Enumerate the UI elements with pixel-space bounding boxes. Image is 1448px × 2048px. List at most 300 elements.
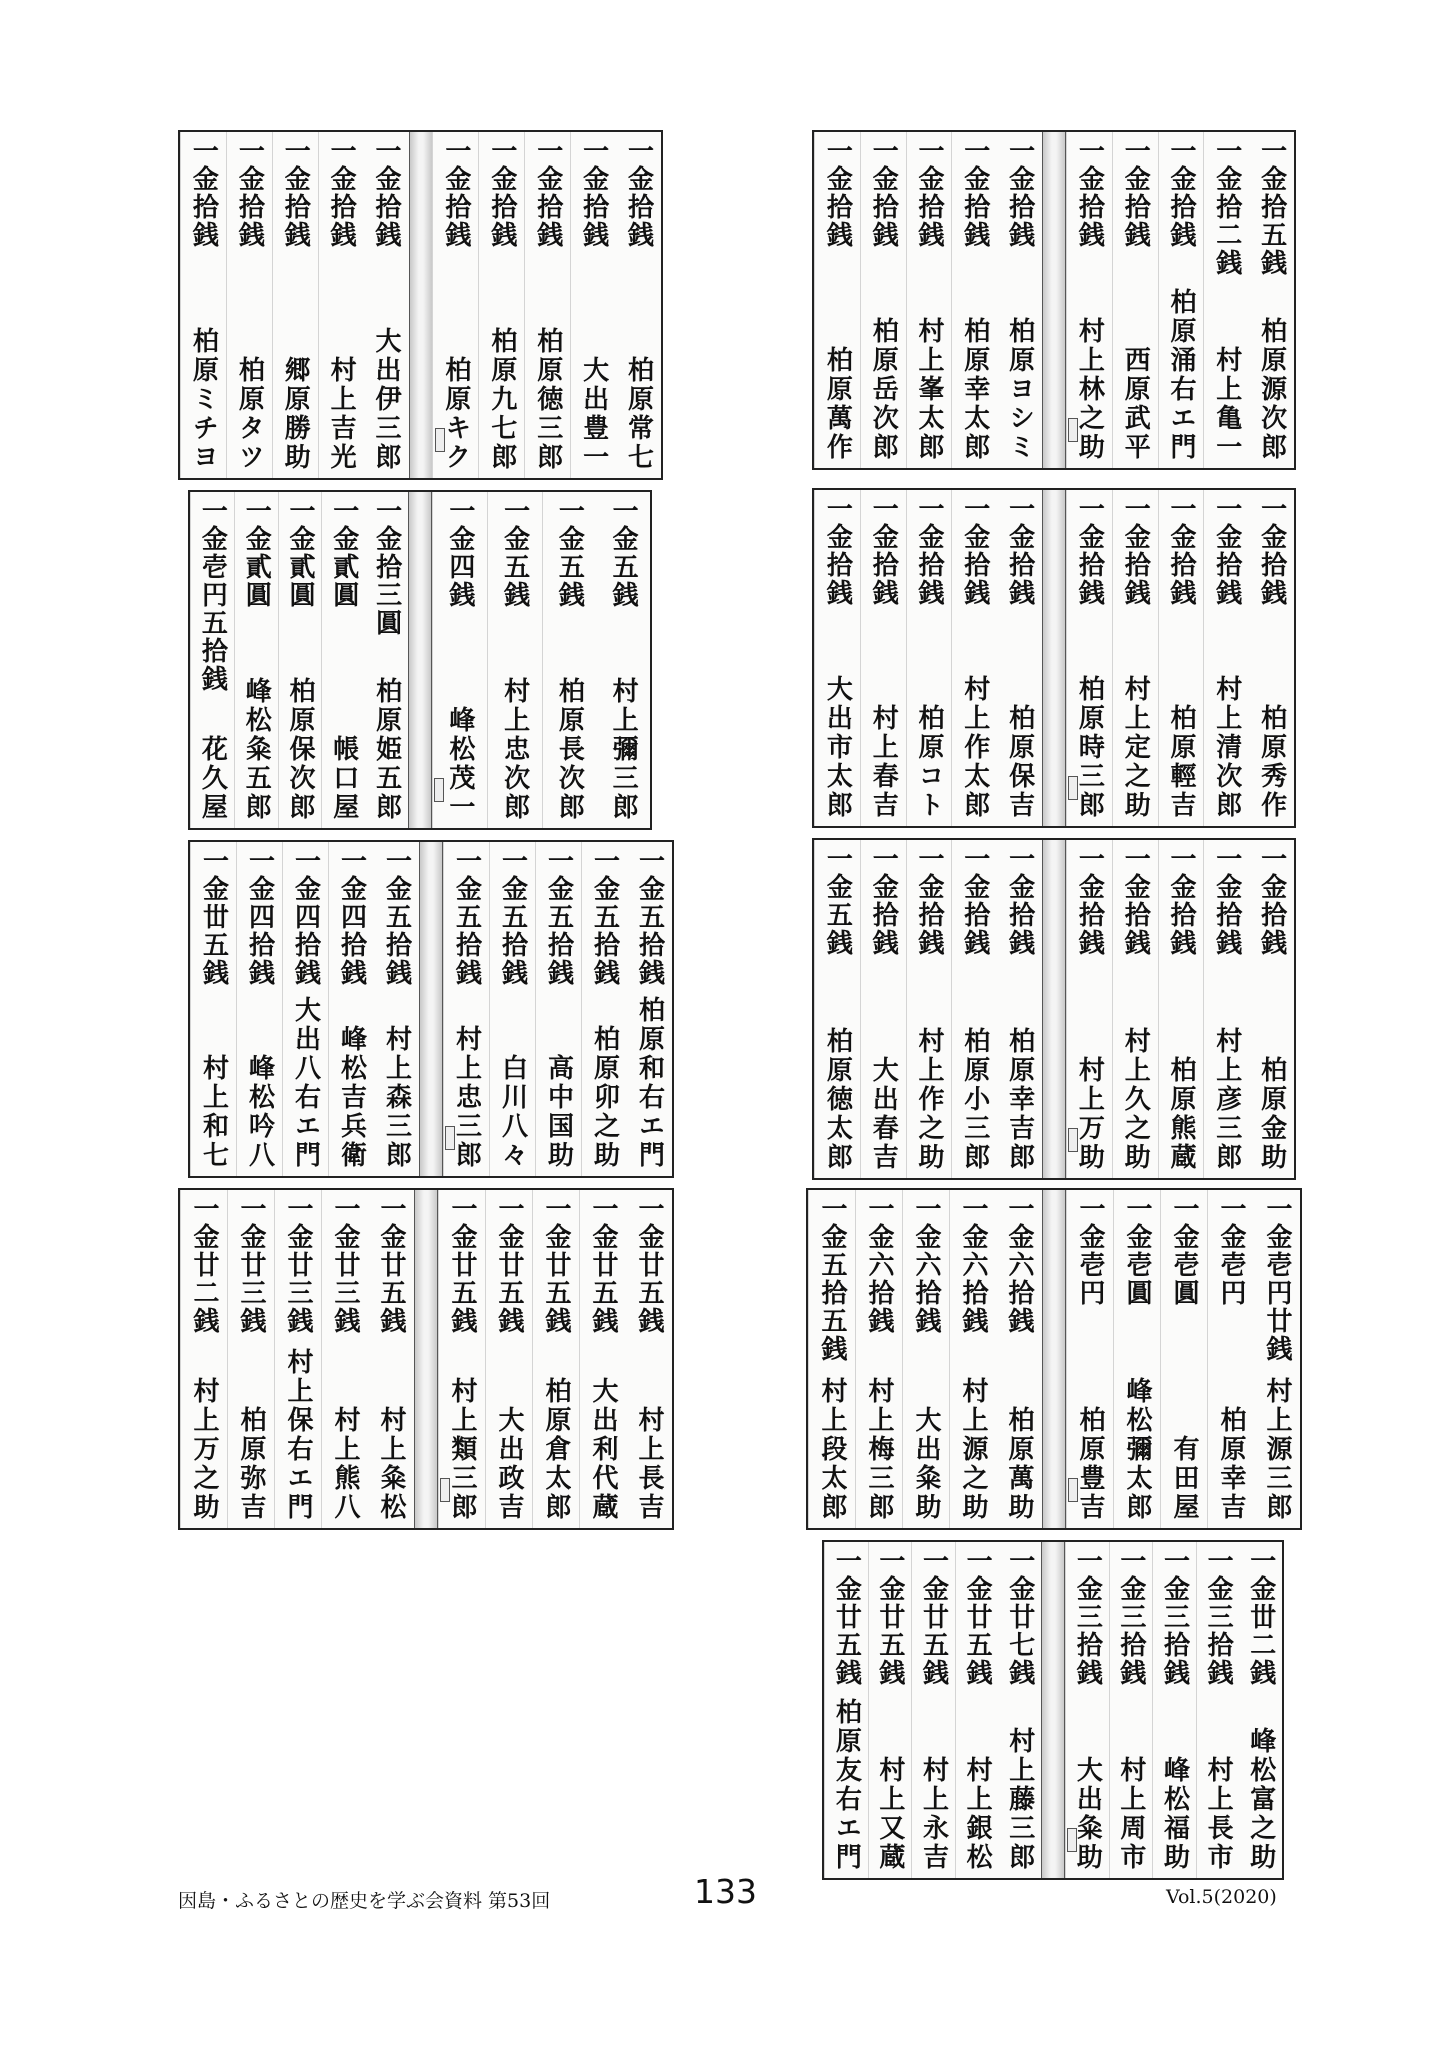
entry-name: 高中国助 xyxy=(543,1054,574,1170)
footer-volume: Vol.5(2020) xyxy=(1166,1886,1277,1908)
entry-amount: 一金拾銭 xyxy=(440,137,471,249)
entry-amount: 一金廿五銭 xyxy=(831,1547,862,1687)
entry-amount: 一金拾銭 xyxy=(1074,845,1105,957)
ledger-entry xyxy=(282,842,328,1176)
ledger-entry xyxy=(814,840,860,1178)
ledger-entry xyxy=(274,1190,321,1528)
ledger-entry xyxy=(814,132,860,468)
ledger-entry xyxy=(1112,840,1158,1178)
ledger-entry xyxy=(997,840,1042,1178)
ledger-entry xyxy=(368,1190,414,1528)
entry-name: 大出粂助 xyxy=(911,1406,941,1522)
ledger-entry xyxy=(1160,1190,1207,1528)
entry-name: 峰松富之助 xyxy=(1245,1727,1276,1872)
entry-amount: 一金六拾銭 xyxy=(1004,1195,1034,1335)
ledger-entry xyxy=(272,132,318,478)
entry-name: 大出粂助 xyxy=(1072,1756,1103,1872)
entry-name: 村上春吉 xyxy=(868,704,899,820)
entry-name: 村上吉光 xyxy=(326,356,357,472)
entry-name: 柏原豊吉 xyxy=(1075,1406,1105,1522)
entry-name: 村上源三郎 xyxy=(1262,1377,1292,1522)
ledger-entry xyxy=(1203,490,1249,826)
ledger-entry xyxy=(542,492,597,828)
ledger-entry xyxy=(626,1190,672,1528)
ledger-entry xyxy=(1196,1542,1240,1878)
entry-amount: 一金貳圓 xyxy=(285,497,315,609)
entry-amount: 一金廿五銭 xyxy=(494,1195,524,1335)
ledger-entry xyxy=(814,490,860,826)
ledger-left-page xyxy=(808,1190,1043,1528)
ledger-entry xyxy=(485,1190,532,1528)
entry-name: 西原武平 xyxy=(1120,346,1151,462)
ledger-entry xyxy=(374,842,419,1176)
ledger-right-page xyxy=(1065,490,1294,826)
entry-amount: 一金拾銭 xyxy=(1211,845,1242,957)
ledger-panel xyxy=(178,130,663,480)
footer-title: 因島・ふるさとの歴史を学ぶ会資料 第53回 xyxy=(178,1890,551,1912)
entry-amount: 一金拾銭 xyxy=(623,137,654,249)
ledger-panel xyxy=(188,490,652,830)
entry-name: 柏原源次郎 xyxy=(1256,317,1287,462)
entry-name: 村上粂松 xyxy=(376,1406,406,1522)
entry-name: 村上亀一 xyxy=(1211,346,1242,462)
entry-amount: 一金貳圓 xyxy=(328,497,359,609)
entry-amount: 一金拾銭 xyxy=(1120,137,1151,249)
ledger-left-page xyxy=(180,1190,415,1528)
entry-name: 大出利代蔵 xyxy=(588,1377,618,1522)
entry-amount: 一金丗二銭 xyxy=(1245,1547,1276,1687)
entry-name: 柏原萬作 xyxy=(822,346,853,462)
ledger-entry xyxy=(532,1190,579,1528)
entry-name: 村上梅三郎 xyxy=(864,1377,894,1522)
entry-amount: 一金拾銭 xyxy=(1166,137,1196,249)
entry-name: 柏原涌右エ門 xyxy=(1166,288,1196,462)
ledger-entry xyxy=(906,840,952,1178)
entry-name: 村上林之助 xyxy=(1074,317,1105,462)
ledger-right-page xyxy=(437,1190,672,1528)
entry-amount: 一金拾銭 xyxy=(1004,137,1035,249)
ledger-entry xyxy=(180,1190,227,1528)
entry-amount: 一金拾銭 xyxy=(868,495,899,607)
ledger-right-page xyxy=(442,842,672,1176)
entry-name: 帳口屋 xyxy=(328,735,359,822)
entry-amount: 一金拾銭 xyxy=(1120,495,1151,607)
ledger-entry xyxy=(997,490,1042,826)
ledger-entry xyxy=(1158,490,1204,826)
ledger-entry xyxy=(489,842,535,1176)
entry-amount: 一金廿五銭 xyxy=(918,1547,949,1687)
entry-name: 峰松吟八 xyxy=(244,1054,275,1170)
ledger-entry xyxy=(627,842,672,1176)
entry-name: 柏原ミチヨ xyxy=(188,327,219,472)
book-gutter xyxy=(1043,490,1065,826)
entry-amount: 一金廿七銭 xyxy=(1004,1547,1035,1687)
entry-name: 柏原キク xyxy=(440,356,471,472)
book-gutter xyxy=(420,842,442,1176)
entry-amount: 一金五銭 xyxy=(499,497,530,609)
entry-amount: 一金廿二銭 xyxy=(189,1195,219,1335)
entry-amount: 一金五拾銭 xyxy=(589,847,620,987)
entry-amount: 一金廿五銭 xyxy=(962,1547,993,1687)
entry-name: 柏原金助 xyxy=(1256,1056,1287,1172)
entry-amount: 一金拾銭 xyxy=(1074,137,1105,249)
entry-name: 柏原秀作 xyxy=(1256,704,1287,820)
entry-name: 村上彦三郎 xyxy=(1211,1027,1242,1172)
entry-name: 村上忠三郎 xyxy=(451,1025,482,1170)
ledger-entry xyxy=(432,492,487,828)
entry-amount: 一金拾銭 xyxy=(822,495,853,607)
book-gutter xyxy=(1043,132,1065,468)
page-number: 133 xyxy=(694,1872,757,1911)
entry-name: 大出政吉 xyxy=(494,1406,524,1522)
entry-amount: 一金拾三圓 xyxy=(371,497,402,637)
book-gutter xyxy=(1042,1542,1064,1878)
entry-name: 大出伊三郎 xyxy=(371,327,402,472)
entry-name: 村上銀松 xyxy=(962,1756,993,1872)
entry-amount: 一金五銭 xyxy=(822,845,853,957)
ledger-entry xyxy=(951,132,997,468)
ledger-entry xyxy=(328,842,374,1176)
entry-name: 柏原卯之助 xyxy=(589,1025,620,1170)
ledger-left-page xyxy=(814,132,1043,468)
entry-name: 村上清次郎 xyxy=(1211,675,1242,820)
ledger-entry xyxy=(535,842,581,1176)
ledger-entry xyxy=(487,492,542,828)
book-gutter xyxy=(415,1190,437,1528)
ledger-entry xyxy=(906,490,952,826)
entry-name: 村上周市 xyxy=(1115,1756,1146,1872)
entry-amount: 一金三拾銭 xyxy=(1072,1547,1103,1687)
ledger-entry xyxy=(524,132,570,478)
book-gutter xyxy=(410,132,432,478)
ledger-entry xyxy=(236,842,282,1176)
entry-amount: 一金拾銭 xyxy=(1004,495,1035,607)
entry-amount: 一金廿五銭 xyxy=(874,1547,905,1687)
entry-name: 村上類三郎 xyxy=(447,1377,477,1522)
entry-amount: 一金五拾銭 xyxy=(381,847,412,987)
ledger-entry xyxy=(1203,132,1249,468)
ledger-entry xyxy=(1066,840,1112,1178)
ledger-panel xyxy=(188,840,674,1178)
entry-name: 峰松粂五郎 xyxy=(241,677,272,822)
entry-name: 村上忠次郎 xyxy=(499,677,530,822)
entry-amount: 一金拾銭 xyxy=(1256,495,1287,607)
entry-name: 郷原勝助 xyxy=(280,356,311,472)
entry-amount: 一金拾銭 xyxy=(914,495,944,607)
entry-amount: 一金五銭 xyxy=(554,497,585,609)
entry-amount: 一金拾銭 xyxy=(914,137,944,249)
entry-amount: 一金拾五銭 xyxy=(1256,137,1287,277)
ledger-panel xyxy=(178,1188,674,1530)
entry-name: 柏原タツ xyxy=(234,356,265,472)
entry-amount: 一金拾二銭 xyxy=(1211,137,1242,277)
entry-name: 柏原保吉 xyxy=(1004,704,1035,820)
entry-name: 村上彌三郎 xyxy=(608,677,639,822)
entry-name: 柏原長次郎 xyxy=(554,677,585,822)
entry-amount: 一金四拾銭 xyxy=(244,847,275,987)
ledger-right-page xyxy=(1064,1542,1282,1878)
entry-amount: 一金三拾銭 xyxy=(1159,1547,1190,1687)
entry-amount: 一金拾銭 xyxy=(1074,495,1105,607)
entry-name: 村上定之助 xyxy=(1120,675,1151,820)
entry-amount: 一金拾銭 xyxy=(326,137,357,249)
entry-amount: 一金拾銭 xyxy=(1120,845,1151,957)
entry-amount: 一金六拾銭 xyxy=(864,1195,894,1335)
ledger-left-page xyxy=(190,842,420,1176)
entry-amount: 一金丗五銭 xyxy=(198,847,229,987)
ledger-panel xyxy=(822,1540,1284,1880)
entry-name: 峰松吉兵衛 xyxy=(336,1025,367,1170)
ledger-entry xyxy=(321,1190,368,1528)
ledger-entry xyxy=(438,1190,485,1528)
entry-amount: 一金拾銭 xyxy=(234,137,265,249)
book-gutter xyxy=(1043,840,1065,1178)
entry-amount: 一金拾銭 xyxy=(532,137,563,249)
ledger-entry xyxy=(808,1190,855,1528)
ledger-entry xyxy=(234,492,278,828)
entry-name: 大出市太郎 xyxy=(822,675,853,820)
ledger-entry xyxy=(1158,840,1204,1178)
entry-name: 村上作太郎 xyxy=(959,675,990,820)
entry-name: 柏原コト xyxy=(914,704,944,820)
ledger-right-page xyxy=(1065,132,1294,468)
ledger-entry xyxy=(1203,840,1249,1178)
entry-name: 村上万助 xyxy=(1074,1056,1105,1172)
entry-name: 柏原萬助 xyxy=(1004,1406,1034,1522)
ledger-entry xyxy=(911,1542,955,1878)
ledger-entry xyxy=(1249,132,1294,468)
ledger-right-page xyxy=(1065,1190,1300,1528)
ledger-left-page xyxy=(814,840,1043,1178)
entry-amount: 一金拾銭 xyxy=(280,137,311,249)
ledger-entry xyxy=(860,132,906,468)
ledger-entry xyxy=(1066,132,1112,468)
entry-amount: 一金拾銭 xyxy=(486,137,517,249)
ledger-entry xyxy=(1152,1542,1196,1878)
entry-name: 柏原友右エ門 xyxy=(831,1698,862,1872)
book-gutter xyxy=(409,492,431,828)
entry-amount: 一金五拾五銭 xyxy=(817,1195,847,1363)
ledger-entry xyxy=(190,492,234,828)
entry-name: 柏原輕吉 xyxy=(1166,704,1196,820)
ledger-entry xyxy=(180,132,226,478)
entry-name: 柏原幸太郎 xyxy=(959,317,990,462)
entry-amount: 一金拾銭 xyxy=(1256,845,1287,957)
ledger-entry xyxy=(190,842,236,1176)
entry-name: 村上長吉 xyxy=(634,1406,664,1522)
ledger-entry xyxy=(443,842,489,1176)
entry-amount: 一金拾銭 xyxy=(959,495,990,607)
ledger-right-page xyxy=(1065,840,1294,1178)
ledger-entry xyxy=(1254,1190,1300,1528)
ledger-entry xyxy=(226,132,272,478)
ledger-panel xyxy=(812,838,1296,1180)
ledger-left-page xyxy=(814,490,1043,826)
ledger-entry xyxy=(1113,1190,1160,1528)
ledger-entry xyxy=(1109,1542,1153,1878)
entry-name: 村上段太郎 xyxy=(817,1377,847,1522)
ledger-entry xyxy=(227,1190,274,1528)
ledger-panel xyxy=(806,1188,1302,1530)
ledger-panel xyxy=(812,488,1296,828)
entry-name: 柏原九七郎 xyxy=(486,327,517,472)
entry-name: 柏原徳三郎 xyxy=(532,327,563,472)
entry-amount: 一金廿五銭 xyxy=(588,1195,618,1335)
entry-name: 柏原弥吉 xyxy=(236,1406,266,1522)
ledger-entry xyxy=(949,1190,996,1528)
ledger-left-page xyxy=(824,1542,1042,1878)
entry-amount: 一金五拾銭 xyxy=(634,847,665,987)
entry-amount: 一金拾銭 xyxy=(371,137,402,249)
ledger-entry xyxy=(998,1542,1041,1878)
entry-name: 村上永吉 xyxy=(918,1756,949,1872)
entry-name: 柏原熊蔵 xyxy=(1166,1056,1196,1172)
book-gutter xyxy=(1043,1190,1065,1528)
entry-name: 有田屋 xyxy=(1169,1435,1199,1522)
entry-name: 大出豊一 xyxy=(578,356,609,472)
entry-amount: 一金廿五銭 xyxy=(634,1195,664,1335)
entry-amount: 一金四拾銭 xyxy=(290,847,321,987)
entry-amount: 一金拾銭 xyxy=(578,137,609,249)
ledger-entry xyxy=(1239,1542,1282,1878)
ledger-entry xyxy=(951,840,997,1178)
ledger-entry xyxy=(996,1190,1042,1528)
ledger-entry xyxy=(906,132,952,468)
ledger-entry xyxy=(1249,490,1294,826)
entry-name: 柏原徳太郎 xyxy=(822,1027,853,1172)
entry-amount: 一金拾銭 xyxy=(1166,845,1196,957)
entry-name: 柏原姫五郎 xyxy=(371,677,402,822)
entry-amount: 一金拾銭 xyxy=(959,845,990,957)
ledger-entry xyxy=(824,1542,868,1878)
ledger-entry xyxy=(616,132,661,478)
entry-amount: 一金廿五銭 xyxy=(447,1195,477,1335)
entry-name: 柏原小三郎 xyxy=(959,1027,990,1172)
entry-name: 大出八右エ門 xyxy=(290,996,321,1170)
entry-name: 峰松茂一 xyxy=(444,706,475,822)
entry-name: 村上久之助 xyxy=(1120,1027,1151,1172)
entry-name: 柏原時三郎 xyxy=(1074,675,1105,820)
entry-amount: 一金三拾銭 xyxy=(1115,1547,1146,1687)
ledger-right-page xyxy=(432,132,662,478)
entry-name: 村上万之助 xyxy=(189,1377,219,1522)
entry-amount: 一金四銭 xyxy=(444,497,475,609)
entry-amount: 一金廿三銭 xyxy=(236,1195,266,1335)
entry-amount: 一金拾銭 xyxy=(868,137,899,249)
entry-name: 村上保右エ門 xyxy=(283,1348,313,1522)
entry-amount: 一金五拾銭 xyxy=(497,847,528,987)
entry-amount: 一金廿三銭 xyxy=(283,1195,313,1335)
entry-name: 柏原幸吉郎 xyxy=(1004,1027,1035,1172)
entry-amount: 一金拾銭 xyxy=(1166,495,1196,607)
entry-amount: 一金拾銭 xyxy=(959,137,990,249)
ledger-entry xyxy=(902,1190,949,1528)
ledger-entry xyxy=(432,132,478,478)
entry-amount: 一金拾銭 xyxy=(1004,845,1035,957)
ledger-entry xyxy=(596,492,650,828)
entry-amount: 一金拾銭 xyxy=(822,137,853,249)
ledger-left-page xyxy=(190,492,409,828)
entry-name: 村上森三郎 xyxy=(381,1025,412,1170)
ledger-entry xyxy=(570,132,616,478)
ledger-entry xyxy=(1066,490,1112,826)
entry-amount: 一金壱円五拾銭 xyxy=(197,497,228,693)
ledger-panel xyxy=(812,130,1296,470)
entry-amount: 一金拾銭 xyxy=(1211,495,1242,607)
entry-amount: 一金拾銭 xyxy=(868,845,899,957)
ledger-entry xyxy=(1249,840,1294,1178)
ledger-entry xyxy=(365,492,408,828)
ledger-entry xyxy=(318,132,364,478)
entry-amount: 一金六拾銭 xyxy=(958,1195,988,1335)
entry-name: 柏原和右エ門 xyxy=(634,996,665,1170)
entry-name: 村上和七 xyxy=(198,1054,229,1170)
ledger-entry xyxy=(1158,132,1204,468)
ledger-entry xyxy=(321,492,365,828)
entry-name: 白川八々 xyxy=(497,1054,528,1170)
ledger-entry xyxy=(997,132,1042,468)
entry-amount: 一金三拾銭 xyxy=(1203,1547,1234,1687)
ledger-entry xyxy=(364,132,409,478)
entry-name: 村上長市 xyxy=(1203,1756,1234,1872)
entry-amount: 一金壱圓 xyxy=(1122,1195,1152,1307)
ledger-entry xyxy=(860,840,906,1178)
ledger-entry xyxy=(1207,1190,1254,1528)
entry-name: 大出春吉 xyxy=(868,1056,899,1172)
ledger-entry xyxy=(1066,1190,1113,1528)
entry-name: 花久屋 xyxy=(197,735,228,822)
ledger-entry xyxy=(478,132,524,478)
entry-amount: 一金廿五銭 xyxy=(541,1195,571,1335)
entry-amount: 一金五拾銭 xyxy=(451,847,482,987)
entry-name: 村上熊八 xyxy=(330,1406,360,1522)
entry-name: 峰松福助 xyxy=(1159,1756,1190,1872)
ledger-right-page xyxy=(431,492,650,828)
ledger-entry xyxy=(955,1542,999,1878)
entry-name: 柏原保次郎 xyxy=(285,677,315,822)
entry-amount: 一金壱円廿銭 xyxy=(1262,1195,1292,1363)
entry-amount: 一金廿三銭 xyxy=(330,1195,360,1335)
entry-name: 峰松彌太郎 xyxy=(1122,1377,1152,1522)
entry-amount: 一金四拾銭 xyxy=(336,847,367,987)
ledger-entry xyxy=(1065,1542,1109,1878)
ledger-entry xyxy=(951,490,997,826)
entry-name: 柏原岳次郎 xyxy=(868,317,899,462)
ledger-left-page xyxy=(180,132,410,478)
entry-name: 柏原ヨシミ xyxy=(1004,317,1035,462)
entry-amount: 一金壱圓 xyxy=(1169,1195,1199,1307)
entry-name: 柏原幸吉 xyxy=(1216,1406,1246,1522)
entry-name: 村上又蔵 xyxy=(874,1756,905,1872)
entry-name: 村上藤三郎 xyxy=(1004,1727,1035,1872)
ledger-entry xyxy=(868,1542,912,1878)
entry-amount: 一金拾銭 xyxy=(188,137,219,249)
entry-name: 村上峯太郎 xyxy=(914,317,944,462)
ledger-entry xyxy=(1112,132,1158,468)
ledger-entry xyxy=(860,490,906,826)
entry-name: 村上作之助 xyxy=(914,1027,944,1172)
entry-amount: 一金壱円 xyxy=(1075,1195,1105,1307)
entry-amount: 一金壱円 xyxy=(1216,1195,1246,1307)
ledger-entry xyxy=(579,1190,626,1528)
ledger-entry xyxy=(278,492,322,828)
entry-amount: 一金廿五銭 xyxy=(376,1195,406,1335)
entry-amount: 一金拾銭 xyxy=(914,845,944,957)
ledger-entry xyxy=(581,842,627,1176)
entry-name: 村上源之助 xyxy=(958,1377,988,1522)
entry-amount: 一金貳圓 xyxy=(241,497,272,609)
ledger-entry xyxy=(1112,490,1158,826)
